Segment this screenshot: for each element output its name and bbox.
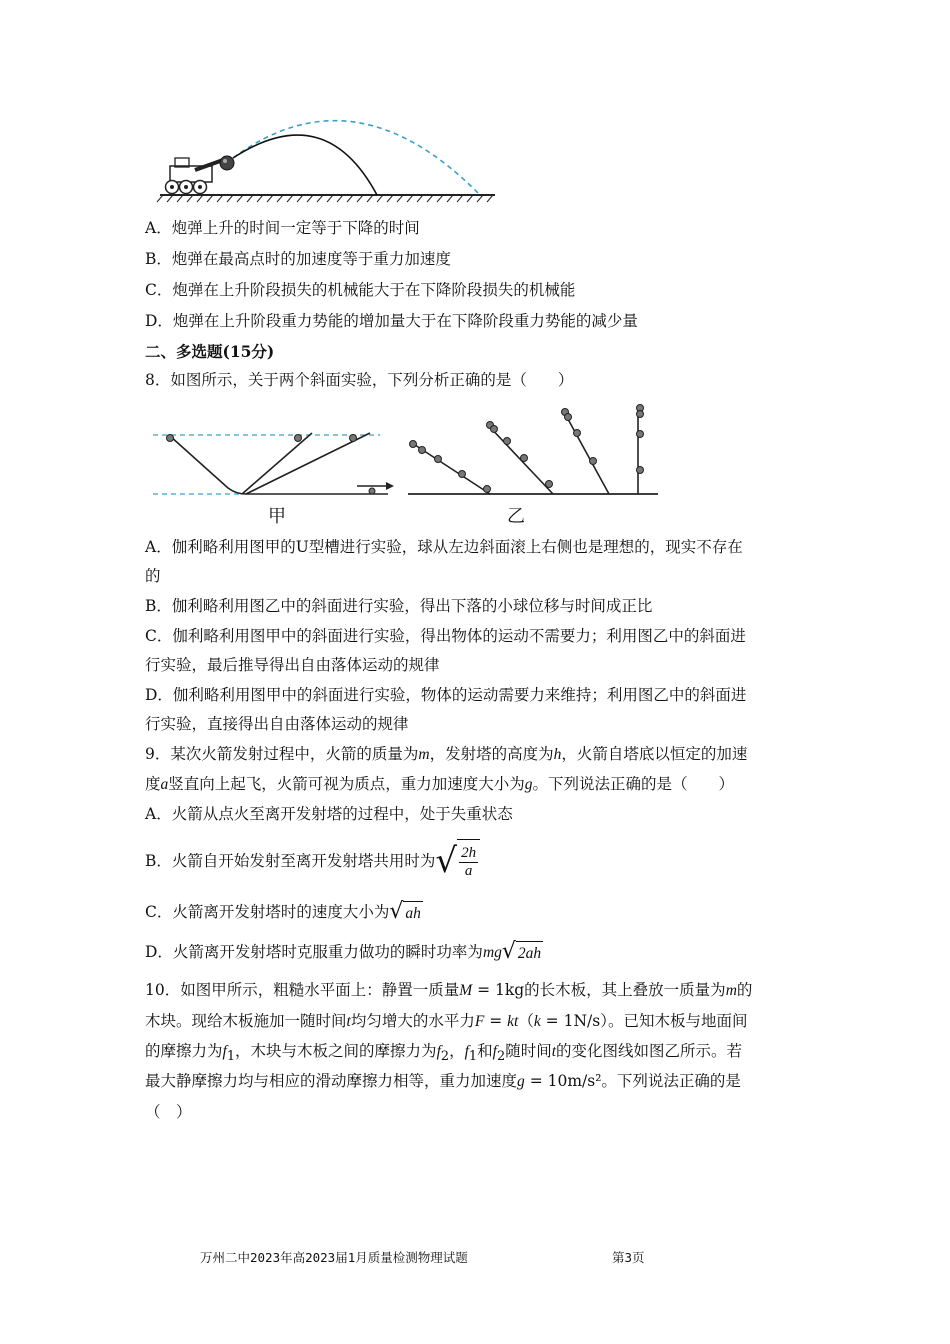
q9-option-b: B．火箭自开始发射至离开发射塔共用时为 √ $\frac{2h}{a}$	[145, 838, 480, 884]
q10-line1: 10．如图甲所示，粗糙水平面上：静置一质量M = 1kg的长木板，其上叠放一质量为m的	[145, 981, 753, 999]
q9-option-d-formula: √ 2ah	[501, 938, 542, 964]
q7-option-c: C．炮弹在上升阶段损失的机械能大于在下降阶段损失的机械能	[145, 281, 576, 299]
q8-stem: 8．如图所示，关于两个斜面实验，下列分析正确的是（ ）	[145, 371, 574, 389]
q9-option-b-formula: √ $\frac{2h}{a}$	[435, 839, 480, 886]
q7-option-b: B．炮弹在最高点时的加速度等于重力加速度	[145, 250, 451, 268]
q8-figure	[150, 400, 670, 530]
q8-option-d-line1: D．伽利略利用图甲中的斜面进行实验，物体的运动需要力来维持；利用图乙中的斜面进	[145, 686, 747, 704]
q7-option-a: A．炮弹上升的时间一定等于下降的时间	[145, 219, 420, 237]
q8-figure-label-left: 甲	[268, 506, 286, 527]
q8-option-c-line2: 行实验，最后推导得出自由落体运动的规律	[145, 656, 440, 674]
q9-option-c-formula: √ ah	[389, 898, 421, 924]
q9-option-d: D．火箭离开发射塔时克服重力做功的瞬时功率为mg √ 2ah	[145, 938, 542, 964]
q8-option-d-line2: 行实验，直接得出自由落体运动的规律	[145, 715, 409, 733]
footer-page-number: 第3页	[612, 1250, 645, 1265]
q10-line3: 的摩擦力为$f_1$，木块与木板之间的摩擦力为$f_2$，$f_1$和$f_2$随时间t的变化图线如图乙所示。若	[145, 1042, 743, 1065]
q9-stem-line1: 9．某次火箭发射过程中，火箭的质量为m，发射塔的高度为h，火箭自塔底以恒定的加速	[145, 745, 748, 763]
q8-option-b: B．伽利略利用图乙中的斜面进行实验，得出下落的小球位移与时间成正比	[145, 597, 653, 615]
footer-title: 万州二中2023年高2023届1月质量检测物理试题	[200, 1250, 468, 1265]
q9-stem-line2: 度a竖直向上起飞，火箭可视为质点，重力加速度大小为g。下列说法正确的是（ ）	[145, 775, 735, 793]
section-title: 二、多选题(15分)	[145, 342, 275, 361]
q10-line2: 木块。现给木板施加一随时间t均匀增大的水平力F = kt（k = 1N/s）。已知木板与地面间	[145, 1012, 748, 1030]
q7-option-d: D．炮弹在上升阶段重力势能的增加量大于在下降阶段重力势能的减少量	[145, 312, 638, 330]
q8-option-a-line1: A．伽利略利用图甲的U型槽进行实验，球从左边斜面滚上右侧也是理想的，现实不存在	[145, 538, 743, 556]
q8-figure-label-right: 乙	[507, 506, 525, 527]
q10-line4: 最大静摩擦力均与相应的滑动摩擦力相等，重力加速度g = 10m/s²。下列说法正确的是	[145, 1072, 741, 1090]
q7-projectile-figure	[155, 108, 500, 203]
q8-option-a-line2: 的	[145, 567, 161, 585]
q8-option-c-line1: C．伽利略利用图甲中的斜面进行实验，得出物体的运动不需要力；利用图乙中的斜面进	[145, 627, 746, 645]
q9-option-a: A．火箭从点火至离开发射塔的过程中，处于失重状态	[145, 805, 513, 823]
q9-option-c: C．火箭离开发射塔时的速度大小为 √ ah	[145, 898, 421, 924]
q10-line5: （ ）	[145, 1103, 192, 1121]
